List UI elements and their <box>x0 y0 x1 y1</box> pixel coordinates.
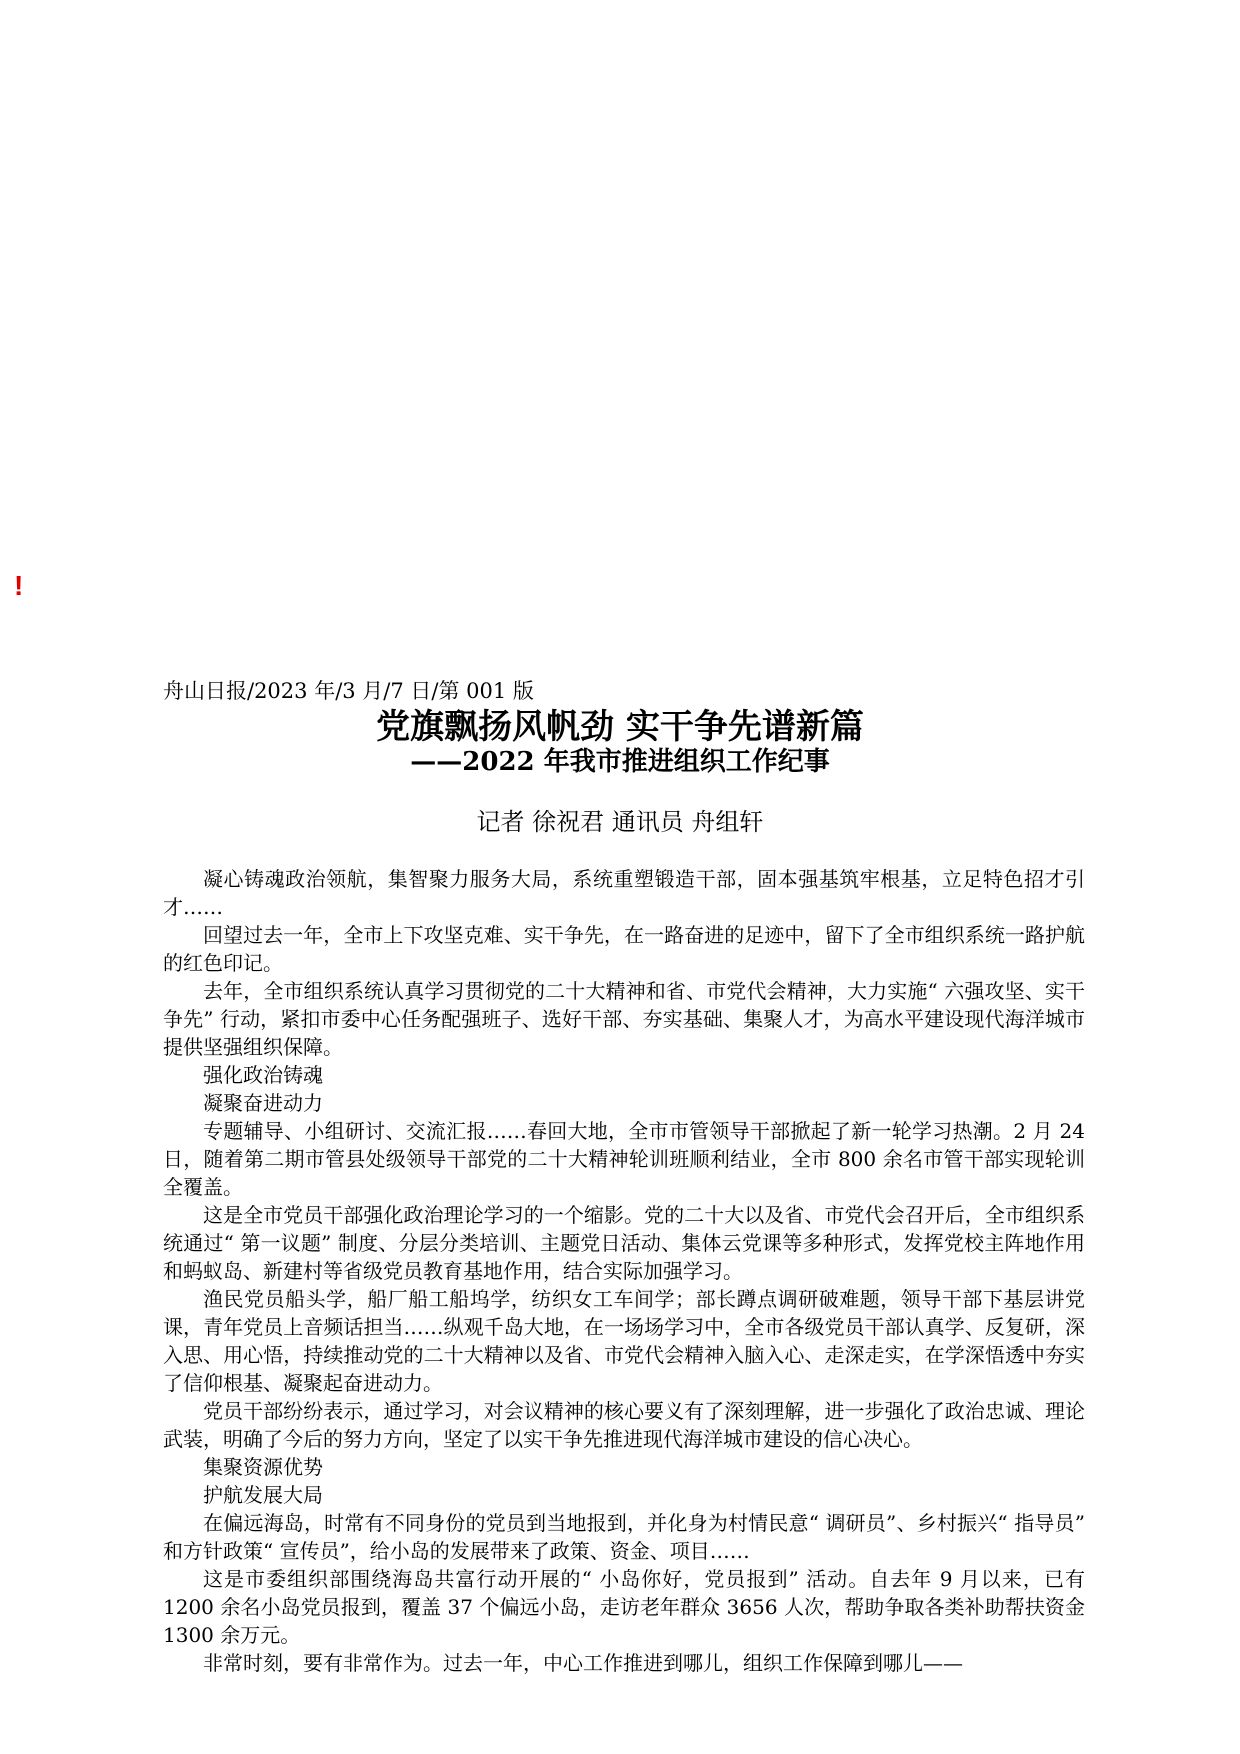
article-byline: 记者 徐祝君 通讯员 舟组轩 <box>476 808 764 836</box>
article-body <box>163 865 1085 1677</box>
paragraph: 渔民党员船头学，船厂船工船坞学，纺织女工车间学；部长蹲点调研破难题，领导干部下基层讲党课，青年党员上音频话担当……纵观千岛大地，在一场场学习中，全市各级党员干部认真学、反复研，深入思、用心悟，持续推动党的二十大精神以及省、市党代会精神入脑入心、走深走实，在学深悟透中夯实了信仰根基、凝聚起奋进动力。 <box>163 1287 1085 1395</box>
article-subtitle: ——2022 年我市推进组织工作纪事 <box>410 747 830 777</box>
paragraph: 专题辅导、小组研讨、交流汇报……春回大地，全市市管领导干部掀起了新一轮学习热潮。2 月 24 日，随着第二期市管县处级领导干部党的二十大精神轮训班顺利结业，全市 800 余名市管干部实现轮训全覆盖。 <box>163 1119 1085 1199</box>
newspaper-source-line: 舟山日报/2023 年/3 月/7 日/第 001 版 <box>163 679 534 703</box>
paragraph: 这是全市党员干部强化政治理论学习的一个缩影。党的二十大以及省、市党代会召开后，全市组织系统通过“ 第一议题” 制度、分层分类培训、主题党日活动、集体云党课等多种形式，发挥党校主阵地作用和蚂蚁岛、新建村等省级党员教育基地作用，结合实际加强学习。 <box>163 1203 1085 1283</box>
paragraph: 在偏远海岛，时常有不同身份的党员到当地报到，并化身为村情民意“ 调研员”、乡村振兴“ 指导员” 和方针政策“ 宣传员”，给小岛的发展带来了政策、资金、项目…… <box>163 1511 1085 1563</box>
paragraph: 凝心铸魂政治领航，集智聚力服务大局，系统重塑锻造干部，固本强基筑牢根基，立足特色招才引才…… <box>163 867 1085 919</box>
section-heading-line: 护航发展大局 <box>203 1483 323 1507</box>
paragraph: 回望过去一年，全市上下攻坚克难、实干争先，在一路奋进的足迹中，留下了全市组织系统一路护航的红色印记。 <box>163 923 1085 975</box>
paragraph: 这是市委组织部围绕海岛共富行动开展的“ 小岛你好，党员报到” 活动。自去年 9 月以来，已有 1200 余名小岛党员报到，覆盖 37 个偏远小岛，走访老年群众 3656 人次，帮助争取各类补助帮扶资金 1300 余万元。 <box>163 1567 1085 1647</box>
paragraph: 党员干部纷纷表示，通过学习，对会议精神的核心要义有了深刻理解，进一步强化了政治忠诚、理论武装，明确了今后的努力方向，坚定了以实干争先推进现代海洋城市建设的信心决心。 <box>163 1399 1085 1451</box>
paragraph: 非常时刻，要有非常作为。过去一年，中心工作推进到哪儿，组织工作保障到哪儿—— <box>203 1651 963 1675</box>
section-heading-line: 凝聚奋进动力 <box>203 1091 323 1115</box>
section-heading-line: 集聚资源优势 <box>203 1455 323 1479</box>
article-title: 党旗飘扬风帆劲 实干争先谱新篇 <box>376 707 864 747</box>
section-heading-line: 强化政治铸魂 <box>203 1063 323 1087</box>
paragraph: 去年，全市组织系统认真学习贯彻党的二十大精神和省、市党代会精神，大力实施“ 六强攻坚、实干争先” 行动，紧扣市委中心任务配强班子、选好干部、夯实基础、集聚人才，为高水平建设现代海洋城市提供坚强组织保障。 <box>163 979 1085 1059</box>
red-exclamation-mark: ! <box>14 570 24 601</box>
